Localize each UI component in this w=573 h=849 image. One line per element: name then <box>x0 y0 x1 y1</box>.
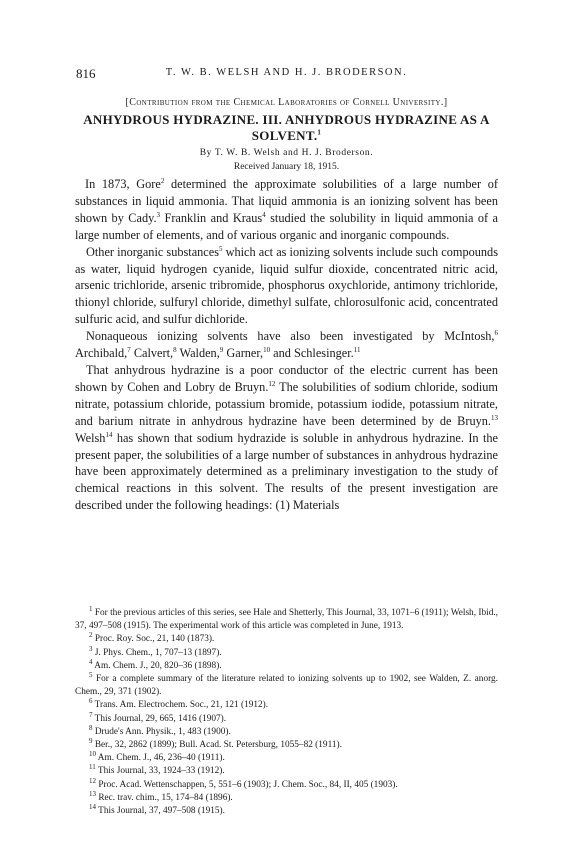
footnote-mark: 6 <box>89 697 93 706</box>
paragraph-text: The solubilities of sodium chloride, sodium nitrate, potassium chloride, potassium bromide, potassium iodide, potassium nitrate, and barium nitrate in anhydrous hydrazine have been determined by de Bruyn. <box>75 379 498 428</box>
footnote-mark: 11 <box>89 763 96 772</box>
title-line-1: ANHYDROUS HYDRAZINE. III. ANHYDROUS HYDRAZINE AS A <box>83 112 490 127</box>
footnote-ref: 11 <box>353 345 361 354</box>
received-date: Received January 18, 1915. <box>233 162 340 172</box>
paragraph-text: determined the approximate solubilities of a large number of substances in liquid ammonia. That liquid ammonia is an ionizing solvent has been shown by Cady. <box>75 177 498 225</box>
paragraph-text: which act as ionizing solvents include such compounds as water, liquid hydrogen cyanide, liquid sulfur dioxide, concentrated nitric acid, arsenic trichloride, arsenic tribromide, phosphorus oxychloride, antimony trichloride, thionyl chloride, sulfuryl chloride, dimethyl sulfate, chlorosulfonic acid, concentrated sulfuric acid, and sulfur dichloride. <box>75 244 498 327</box>
footnote-ref: 9 <box>219 345 224 354</box>
footnote <box>75 752 498 765</box>
footnote-ref: 10 <box>263 345 271 354</box>
footnote-text: Rec. trav. chim., 15, 174–84 (1896). <box>96 792 233 803</box>
footnote-text: This Journal, 37, 497–508 (1915). <box>96 806 225 817</box>
footnote <box>75 710 498 726</box>
title-footnote-mark: 1 <box>317 128 322 137</box>
paragraph-text: studied the solubility in liquid ammonia of a large number of elements, and of various organic and inorganic compounds. <box>75 210 498 242</box>
paragraph-text: In 1873, Gore <box>85 177 161 191</box>
footnote-ref: 6 <box>494 329 498 338</box>
running-title: T. W. B. WELSH AND H. J. BRODERSON. <box>165 67 408 78</box>
footnote-mark: 7 <box>89 710 93 719</box>
paragraph-text: Calvert, <box>130 346 174 361</box>
footnote <box>75 736 498 752</box>
paragraph-text: Franklin and Kraus <box>160 210 263 225</box>
footnote-mark: 2 <box>89 631 93 640</box>
paragraph-text: That anhydrous hydrazine is a poor conductor of the electric current has been shown by Cohen and Lobry de Bruyn. <box>75 362 498 394</box>
footnote <box>75 633 498 646</box>
footnote-text: For a complete summary of the literature related to ionizing solvents up to 1902, see Walden, Z. anorg. Chem., 29, 371 (1902). <box>75 674 498 698</box>
page-number: 816 <box>76 66 96 81</box>
footnote-ref: 14 <box>105 430 113 439</box>
paragraph-text: Walden, <box>176 346 220 361</box>
paragraph-text: Archibald, <box>75 346 128 361</box>
footnote <box>75 723 498 739</box>
footnote-mark: 10 <box>89 750 96 759</box>
footnote-ref: 3 <box>156 210 161 219</box>
footnote <box>75 604 498 633</box>
paragraph-text: has shown that sodium hydrazide is soluble in anhydrous hydrazine. In the present paper, the solubilities of a large number of substances in anhydrous hydrazine have been approximately determined as a preliminary investigation to the study of chemical reactions in this solvent. The results of the present investigation are described under the following headings: (1) Materials <box>75 430 498 513</box>
title-line-2-text: SOLVENT. <box>251 128 318 143</box>
footnote-mark: 12 <box>89 776 96 785</box>
footnote <box>75 644 498 660</box>
footnote-mark: 13 <box>89 789 96 798</box>
footnote-text: This Journal, 29, 665, 1416 (1907). <box>92 713 227 724</box>
footnote <box>75 699 498 712</box>
running-header <box>76 66 497 80</box>
footnote <box>75 765 498 778</box>
footnote-mark: 8 <box>89 723 93 732</box>
footnote-text: Ber., 32, 2862 (1899); Bull. Acad. St. Petersburg, 1055–82 (1911). <box>92 740 342 751</box>
footnote-mark: 4 <box>89 657 93 666</box>
paragraph-text: Other inorganic substances <box>86 244 220 259</box>
body-paragraph <box>75 176 498 244</box>
footnote-text: Trans. Am. Electrochem. Soc., 21, 121 (1912). <box>92 700 269 711</box>
footnote-ref: 2 <box>160 176 165 185</box>
footnote-mark: 9 <box>89 736 93 745</box>
footnote-text: This Journal, 33, 1924–33 (1912). <box>95 766 225 777</box>
footnote-text: Drude's Ann. Physik., 1, 483 (1900). <box>92 726 231 737</box>
contribution-line: [Contribution from the Chemical Laboratories of Cornell University.] <box>125 97 448 108</box>
footnote <box>75 670 498 699</box>
footnote-text: Am. Chem. J., 46, 236–40 (1911). <box>96 753 225 764</box>
author-byline: By T. W. B. Welsh and H. J. Broderson. <box>199 148 374 158</box>
footnote <box>75 657 498 673</box>
body-paragraph <box>75 244 498 329</box>
title-line-2 <box>60 128 513 144</box>
body-paragraph <box>75 362 498 514</box>
footnote-text: For the previous articles of this series, see Hale and Shetterly, This Journal, 33, 1071–6 (1911); Welsh, Ibid., 37, 497–508 (1915). The experimental work of this article was completed in June, 1913. <box>75 608 498 632</box>
article-body <box>75 176 498 514</box>
footnote-mark: 14 <box>89 802 96 811</box>
footnote-text: Am. Chem. J., 20, 820–36 (1898). <box>92 660 222 671</box>
article-title <box>60 112 513 144</box>
footnote-ref: 12 <box>268 379 276 388</box>
footnote-ref: 7 <box>127 345 131 354</box>
footnote-ref: 4 <box>262 210 266 219</box>
footnote-mark: 5 <box>89 670 93 679</box>
footnote-text: J. Phys. Chem., 1, 707–13 (1897). <box>92 647 222 658</box>
paragraph-text: and Schlesinger. <box>270 346 354 361</box>
footnote <box>75 789 498 805</box>
footnotes <box>75 604 498 818</box>
body-paragraph <box>75 328 498 362</box>
footnote-ref: 5 <box>219 244 223 253</box>
footnote-mark: 3 <box>89 644 93 653</box>
footnote-mark: 1 <box>89 604 93 613</box>
paragraph-text: Garner, <box>223 346 264 361</box>
footnote-text: Proc. Acad. Wettenschappen, 5, 551–6 (1903); J. Chem. Soc., 84, II, 405 (1903). <box>96 779 398 790</box>
footnote <box>75 776 498 792</box>
footnote-ref: 8 <box>173 345 177 354</box>
footnote-ref: 13 <box>491 413 498 422</box>
paragraph-text: Welsh <box>75 430 106 445</box>
paragraph-text: Nonaqueous ionizing solvents have also been investigated by McIntosh, <box>86 329 495 344</box>
footnote-text: Proc. Roy. Soc., 21, 140 (1873). <box>92 634 215 645</box>
footnote <box>75 802 498 818</box>
